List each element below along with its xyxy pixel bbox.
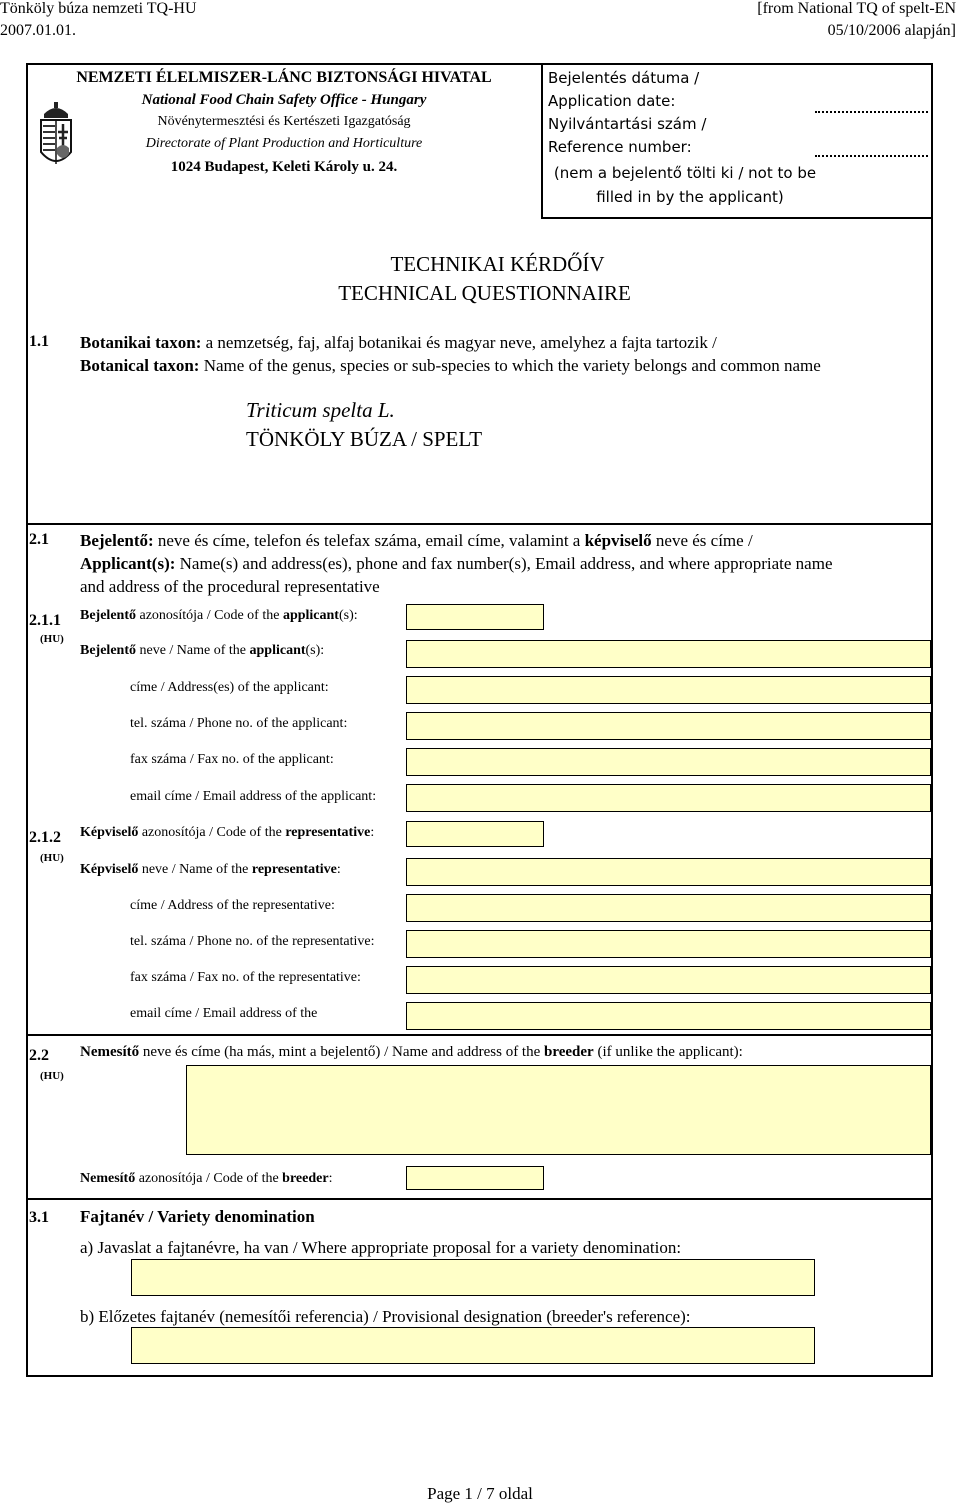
applicant-fax-input[interactable] xyxy=(406,748,931,776)
office-header xyxy=(28,67,540,179)
applicant-en-text-line3: and address of the procedural representative xyxy=(80,577,380,596)
applicant-address-input[interactable] xyxy=(406,676,931,704)
representative-code-input[interactable] xyxy=(406,821,544,847)
application-date-hu: Bejelentés dátuma / xyxy=(548,69,700,87)
representative-name-label xyxy=(80,862,341,878)
representative-address-input[interactable] xyxy=(406,894,931,922)
coat-of-arms-icon xyxy=(36,100,76,172)
applicant-name-bold2: applicant xyxy=(249,643,306,658)
representative-code-bold: Képviselő xyxy=(80,825,139,840)
breeder-address-input[interactable] xyxy=(186,1065,931,1155)
variety-denomination-title: Fajtanév / Variety denomination xyxy=(80,1207,315,1226)
representative-name-bold: Képviselő xyxy=(80,862,139,877)
breeder-label-bold2: breeder xyxy=(544,1044,594,1060)
applicant-name-input[interactable] xyxy=(406,640,931,668)
applicant-hu-bold: Bejelentő: xyxy=(80,531,154,550)
representative-address-label: címe / Address of the representative: xyxy=(130,898,335,913)
directorate-en: Directorate of Plant Production and Horticulture xyxy=(145,136,423,151)
office-name-en: National Food Chain Safety Office - Hungary xyxy=(141,92,427,108)
breeder-label-suffix: (if unlike the applicant): xyxy=(593,1044,743,1060)
applicant-fax-label: fax száma / Fax no. of the applicant: xyxy=(130,752,334,767)
application-date-en: Application date: xyxy=(548,92,676,110)
divider-2 xyxy=(26,1034,931,1036)
applicant-code-input[interactable] xyxy=(406,604,544,630)
breeder-code-suffix: : xyxy=(328,1171,333,1186)
divider-1 xyxy=(26,523,931,525)
section-2-1-number: 2.1 xyxy=(29,531,49,548)
page-number: Page 1 / 7 oldal xyxy=(427,1484,533,1503)
section-2-2-number: 2.2 xyxy=(29,1047,49,1064)
directorate-hu: Növénytermesztési és Kertészeti Igazgatóság xyxy=(157,114,411,129)
reference-number-en: Reference number: xyxy=(548,138,692,156)
botanical-taxon-hu-bold: Botanikai taxon: xyxy=(80,333,202,352)
proposal-input[interactable] xyxy=(131,1259,815,1296)
representative-name-bold2: representative xyxy=(251,862,337,877)
applicant-name-label xyxy=(80,643,324,659)
breeder-label-bold: Nemesítő xyxy=(80,1044,140,1060)
breeder-code-input[interactable] xyxy=(406,1166,544,1190)
breeder-label xyxy=(80,1043,743,1061)
representative-name-suffix: : xyxy=(336,862,341,877)
section-1-1-number: 1.1 xyxy=(29,333,49,350)
representative-name-input[interactable] xyxy=(406,858,931,886)
botanical-taxon-hu-rest: a nemzetség, faj, alfaj botanikai és magyar neve, amelyhez a fajta tartozik / xyxy=(201,333,717,352)
applicant-code-suffix: (s): xyxy=(338,608,358,623)
running-header-left-2: 2007.01.01. xyxy=(0,22,76,39)
applicant-name-text: neve / Name of the xyxy=(135,643,250,658)
breeder-label-text: neve és címe (ha más, mint a bejelentő) / Name and address of the xyxy=(139,1044,545,1060)
applicant-email-input[interactable] xyxy=(406,784,931,812)
representative-code-bold2: representative xyxy=(285,825,371,840)
section-3-1-number: 3.1 xyxy=(29,1209,49,1226)
proposal-label: a) Javaslat a fajtanévre, ha van / Where appropriate proposal for a variety denomination: xyxy=(80,1238,682,1257)
species-name: Triticum spelta L. xyxy=(246,398,395,422)
official-note xyxy=(545,161,825,209)
official-box-text xyxy=(548,67,706,159)
representative-email-label: email címe / Email address of the xyxy=(130,1006,318,1021)
breeder-code-bold: Nemesítő xyxy=(80,1171,136,1186)
botanical-taxon-en-bold: Botanical taxon: xyxy=(80,356,200,375)
section-2-1-1-hu-tag: (HU) xyxy=(40,633,64,645)
applicant-code-bold: Bejelentő xyxy=(80,608,136,623)
applicant-code-text: azonosítója / Code of the xyxy=(135,608,283,623)
representative-code-suffix: : xyxy=(370,825,375,840)
application-date-field[interactable] xyxy=(815,111,928,113)
applicant-code-label xyxy=(80,608,358,624)
representative-code-label xyxy=(80,825,374,841)
applicant-en-bold: Applicant(s): xyxy=(80,554,176,573)
title-hu: TECHNIKAI KÉRDŐÍV xyxy=(390,252,605,276)
section-2-1-2-number: 2.1.2 xyxy=(29,829,61,846)
representative-fax-input[interactable] xyxy=(406,966,931,994)
common-name: TÖNKÖLY BÚZA / SPELT xyxy=(246,427,483,451)
running-header-left-1: Tönköly búza nemzeti TQ-HU xyxy=(0,0,197,17)
representative-name-text: neve / Name of the xyxy=(138,862,252,877)
office-address: 1024 Budapest, Keleti Károly u. 24. xyxy=(170,159,398,175)
section-2-2-hu-tag: (HU) xyxy=(40,1070,64,1082)
office-name-hu: NEMZETI ÉLELMISZER-LÁNC BIZTONSÁGI HIVATAL xyxy=(76,69,492,86)
official-note-line2: filled in by the applicant) xyxy=(596,188,784,206)
applicant-address-label: címe / Address(es) of the applicant: xyxy=(130,680,329,695)
applicant-name-suffix: (s): xyxy=(305,643,325,658)
section-1-1-label xyxy=(80,331,926,377)
applicant-en-text: Name(s) and address(es), phone and fax number(s), Email address, and where appropriate name xyxy=(175,554,833,573)
applicant-hu-text-b: neve és címe / xyxy=(651,531,753,550)
provisional-designation-label: b) Előzetes fajtanév (nemesítői referencia) / Provisional designation (breeder's reference): xyxy=(80,1307,691,1326)
breeder-code-label xyxy=(80,1171,332,1187)
applicant-hu-text-a: neve és címe, telefon és telefax száma, email címe, valamint a xyxy=(153,531,585,550)
representative-phone-label: tel. száma / Phone no. of the representative: xyxy=(130,934,375,949)
page-title xyxy=(26,250,929,308)
representative-code-text: azonosítója / Code of the xyxy=(138,825,286,840)
running-header-right-2: 05/10/2006 alapján] xyxy=(827,22,956,39)
section-2-1-label xyxy=(80,529,926,598)
applicant-code-bold2: applicant xyxy=(282,608,339,623)
applicant-phone-input[interactable] xyxy=(406,712,931,740)
reference-number-hu: Nyilvántartási szám / xyxy=(548,115,707,133)
representative-hu-bold: képviselő xyxy=(584,531,652,550)
breeder-code-bold2: breeder xyxy=(282,1171,329,1186)
applicant-name-bold: Bejelentő xyxy=(80,643,136,658)
representative-fax-label: fax száma / Fax no. of the representative: xyxy=(130,970,361,985)
section-2-1-2-hu-tag: (HU) xyxy=(40,852,64,864)
running-header-right-1: [from National TQ of spelt-EN xyxy=(757,0,956,17)
title-en: TECHNICAL QUESTIONNAIRE xyxy=(338,281,631,305)
provisional-designation-input[interactable] xyxy=(131,1327,815,1364)
representative-email-input[interactable] xyxy=(406,1002,931,1030)
official-note-line1: (nem a bejelentő tölti ki / not to be xyxy=(553,164,817,182)
reference-number-field[interactable] xyxy=(815,155,928,157)
representative-phone-input[interactable] xyxy=(406,930,931,958)
applicant-phone-label: tel. száma / Phone no. of the applicant: xyxy=(130,716,348,731)
divider-3 xyxy=(26,1198,931,1200)
section-2-1-1-number: 2.1.1 xyxy=(29,612,61,629)
breeder-code-text: azonosítója / Code of the xyxy=(135,1171,283,1186)
applicant-email-label: email címe / Email address of the applicant: xyxy=(130,789,377,804)
botanical-taxon-en-rest: Name of the genus, species or sub-species to which the variety belongs and common name xyxy=(199,356,821,375)
